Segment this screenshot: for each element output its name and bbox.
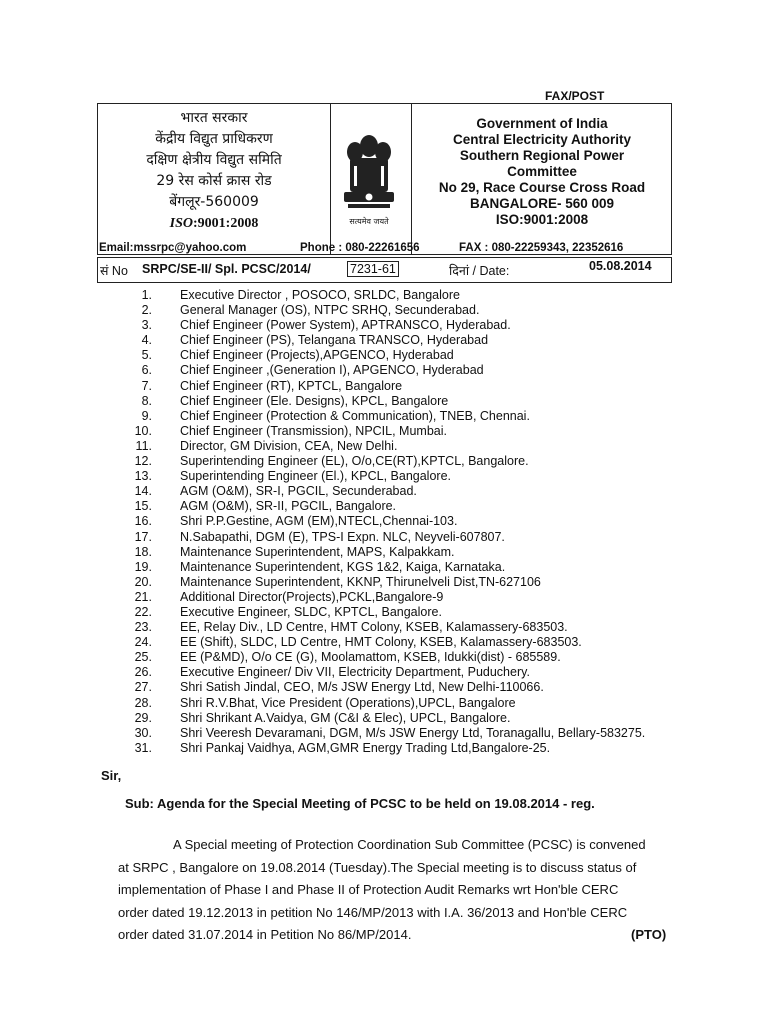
date-label: दिनां / Date: [449,264,510,278]
recipient-text: Shri Satish Jindal, CEO, M/s JSW Energy Ltd, New Delhi-110066. [180,680,544,695]
recipient-number: 7. [141,378,152,393]
recipient-text: Chief Engineer ,(Generation I), APGENCO, Hyderabad [180,363,484,378]
english-line: Southern Regional Power [459,148,625,163]
recipient-number: 1. [141,288,152,302]
recipient-number: 10. [134,423,152,438]
recipient-number: 17. [134,529,152,544]
recipient-number: 28. [134,695,152,710]
recipient-number: 6. [141,363,152,378]
hindi-line: 29 रेस कोर्स क्रास रोड [156,173,272,189]
reference-row [97,257,672,283]
hindi-line: दक्षिण क्षेत्रीय विद्युत समिति [146,152,282,168]
email-text: Email:mssrpc@yahoo.com [99,242,247,254]
recipient-text: Additional Director(Projects),PCKL,Bangalore-9 [180,589,444,604]
recipient-text: EE (Shift), SLDC, LD Centre, HMT Colony, KSEB, Kalamassery-683503. [180,635,582,650]
ref-no-value: SRPC/SE-II/ Spl. PCSC/2014/ [142,262,311,276]
recipient-text: Chief Engineer (Transmission), NPCIL, Mumbai. [180,423,447,438]
para-line: implementation of Phase I and Phase II of Protection Audit Remarks wrt Hon'ble CERC [118,882,619,898]
english-line: No 29, Race Course Cross Road [438,180,646,195]
national-emblem-icon [334,126,404,231]
recipient-number: 21. [134,589,152,604]
recipient-text: Executive Engineer, SLDC, KPTCL, Bangalore. [180,604,442,619]
ref-boxed-number: 7231-61 [347,261,399,277]
recipient-text: EE, Relay Div., LD Centre, HMT Colony, KSEB, Kalamassery-683503. [180,620,568,635]
recipient-text: AGM (O&M), SR-II, PGCIL, Bangalore. [180,499,397,514]
recipient-text: N.Sabapathi, DGM (E), TPS-I Expn. NLC, Neyveli-607807. [180,529,505,544]
recipient-text: Shri Veeresh Devaramani, DGM, M/s JSW Energy Ltd, Toranagallu, Bellary-583275. [180,725,646,740]
recipient-number: 16. [134,514,152,529]
recipient-text: Chief Engineer (Ele. Designs), KPCL, Bangalore [180,393,449,408]
recipient-number: 30. [134,725,152,740]
recipient-text: Director, GM Division, CEA, New Delhi. [180,438,398,453]
pto-label: (PTO) [631,927,667,943]
english-line: Government of India [476,116,608,131]
letterhead-divider-right [411,104,412,254]
recipient-text: General Manager (OS), NTPC SRHQ, Secunderabad. [180,303,480,318]
english-line: BANGALORE- 560 009 [469,196,615,211]
recipient-text: Maintenance Superintendent, KGS 1&2, Kaiga, Karnataka. [180,559,506,574]
recipient-number: 8. [141,393,152,408]
recipient-text: Shri Shrikant A.Vaidya, GM (C&I & Elec), UPCL, Bangalore. [180,710,511,725]
recipient-number: 20. [134,574,152,589]
recipient-number: 31. [134,740,152,755]
date-value: 05.08.2014 [589,259,652,273]
recipient-number: 14. [134,484,152,499]
subject-line: Sub: Agenda for the Special Meeting of PCSC to be held on 19.08.2014 - reg. [125,796,595,811]
recipient-text: Shri Pankaj Vaidhya, AGM,GMR Energy Trading Ltd,Bangalore-25. [180,740,551,755]
recipient-number: 27. [134,680,152,695]
recipient-number: 13. [134,469,152,484]
hindi-line: केंद्रीय विद्युत प्राधिकरण [155,131,273,147]
fax-text: FAX : 080-22259343, 22352616 [459,242,624,254]
recipient-number: 29. [134,710,152,725]
recipient-text: Chief Engineer (Protection & Communication), TNEB, Chennai. [180,408,530,423]
english-line: Central Electricity Authority [452,132,632,147]
recipient-number: 4. [141,333,152,348]
recipient-text: Executive Engineer/ Div VII, Electricity Department, Puduchery. [180,665,530,680]
recipient-number: 12. [134,454,152,469]
contact-row [97,241,672,258]
recipient-text: Superintending Engineer (El.), KPCL, Bangalore. [180,469,451,484]
para-line: at SRPC , Bangalore on 19.08.2014 (Tuesday).The Special meeting is to discuss status of [118,859,637,875]
recipient-number: 23. [134,620,152,635]
recipient-text: Maintenance Superintendent, KKNP, Thirunelveli Dist,TN-627106 [180,574,541,589]
recipient-text: Chief Engineer (RT), KPTCL, Bangalore [180,378,403,393]
recipient-number: 9. [141,408,152,423]
hindi-line: भारत सरकार [180,110,248,126]
letterhead-divider-left [330,104,331,254]
recipient-text: EE (P&MD), O/o CE (G), Moolamattom, KSEB, Idukki(dist) - 685589. [180,650,561,665]
para-line: A Special meeting of Protection Coordination Sub Committee (PCSC) is convened [173,837,646,852]
hindi-address [98,108,330,234]
recipient-number: 2. [141,303,152,318]
letterhead [97,103,672,255]
recipient-number: 24. [134,635,152,650]
para-line: order dated 31.07.2014 in Petition No 86/MP/2014. [118,927,412,943]
recipient-text: Shri R.V.Bhat, Vice President (Operations),UPCL, Bangalore [180,695,516,710]
hindi-line: बेंगलूर-560009 [169,194,259,210]
recipient-text: Chief Engineer (Projects),APGENCO, Hyderabad [180,348,454,363]
recipient-text: Chief Engineer (PS), Telangana TRANSCO, Hyderabad [180,333,489,348]
para-line: order dated 19.12.2013 in petition No 146/MP/2013 with I.A. 36/2013 and Hon'ble CERC [118,904,628,920]
ref-no-prefix: सं No [100,264,128,278]
salutation: Sir, [101,768,122,783]
body-paragraph [118,834,690,947]
hindi-iso: ISO:9001:2008 [169,216,259,231]
recipient-text: Chief Engineer (Power System), APTRANSCO, Hyderabad. [180,318,511,333]
english-address [413,116,671,228]
emblem-caption: सत्यमेव जयते [349,217,389,226]
recipient-text: Executive Director , POSOCO, SRLDC, Bangalore [180,288,460,302]
english-line: ISO:9001:2008 [495,212,589,227]
fax-post-label: FAX/POST [545,89,605,103]
recipient-number: 19. [134,559,152,574]
recipient-number: 15. [134,499,152,514]
recipient-number: 25. [134,650,152,665]
recipient-text: Shri P.P.Gestine, AGM (EM),NTECL,Chennai-103. [180,514,458,529]
recipient-number: 11. [135,438,152,453]
english-line: Committee [507,164,577,179]
recipient-number: 18. [134,544,152,559]
recipient-text: Superintending Engineer (EL), O/o,CE(RT),KPTCL, Bangalore. [180,454,529,469]
recipient-number: 26. [134,665,152,680]
recipient-number: 22. [134,604,152,619]
recipient-text: Maintenance Superintendent, MAPS, Kalpakkam. [180,544,455,559]
recipient-number: 3. [141,318,152,333]
recipient-text: AGM (O&M), SR-I, PGCIL, Secunderabad. [180,484,417,499]
recipient-number: 5. [141,348,152,363]
phone-text: Phone : 080-22261656 [300,242,420,254]
